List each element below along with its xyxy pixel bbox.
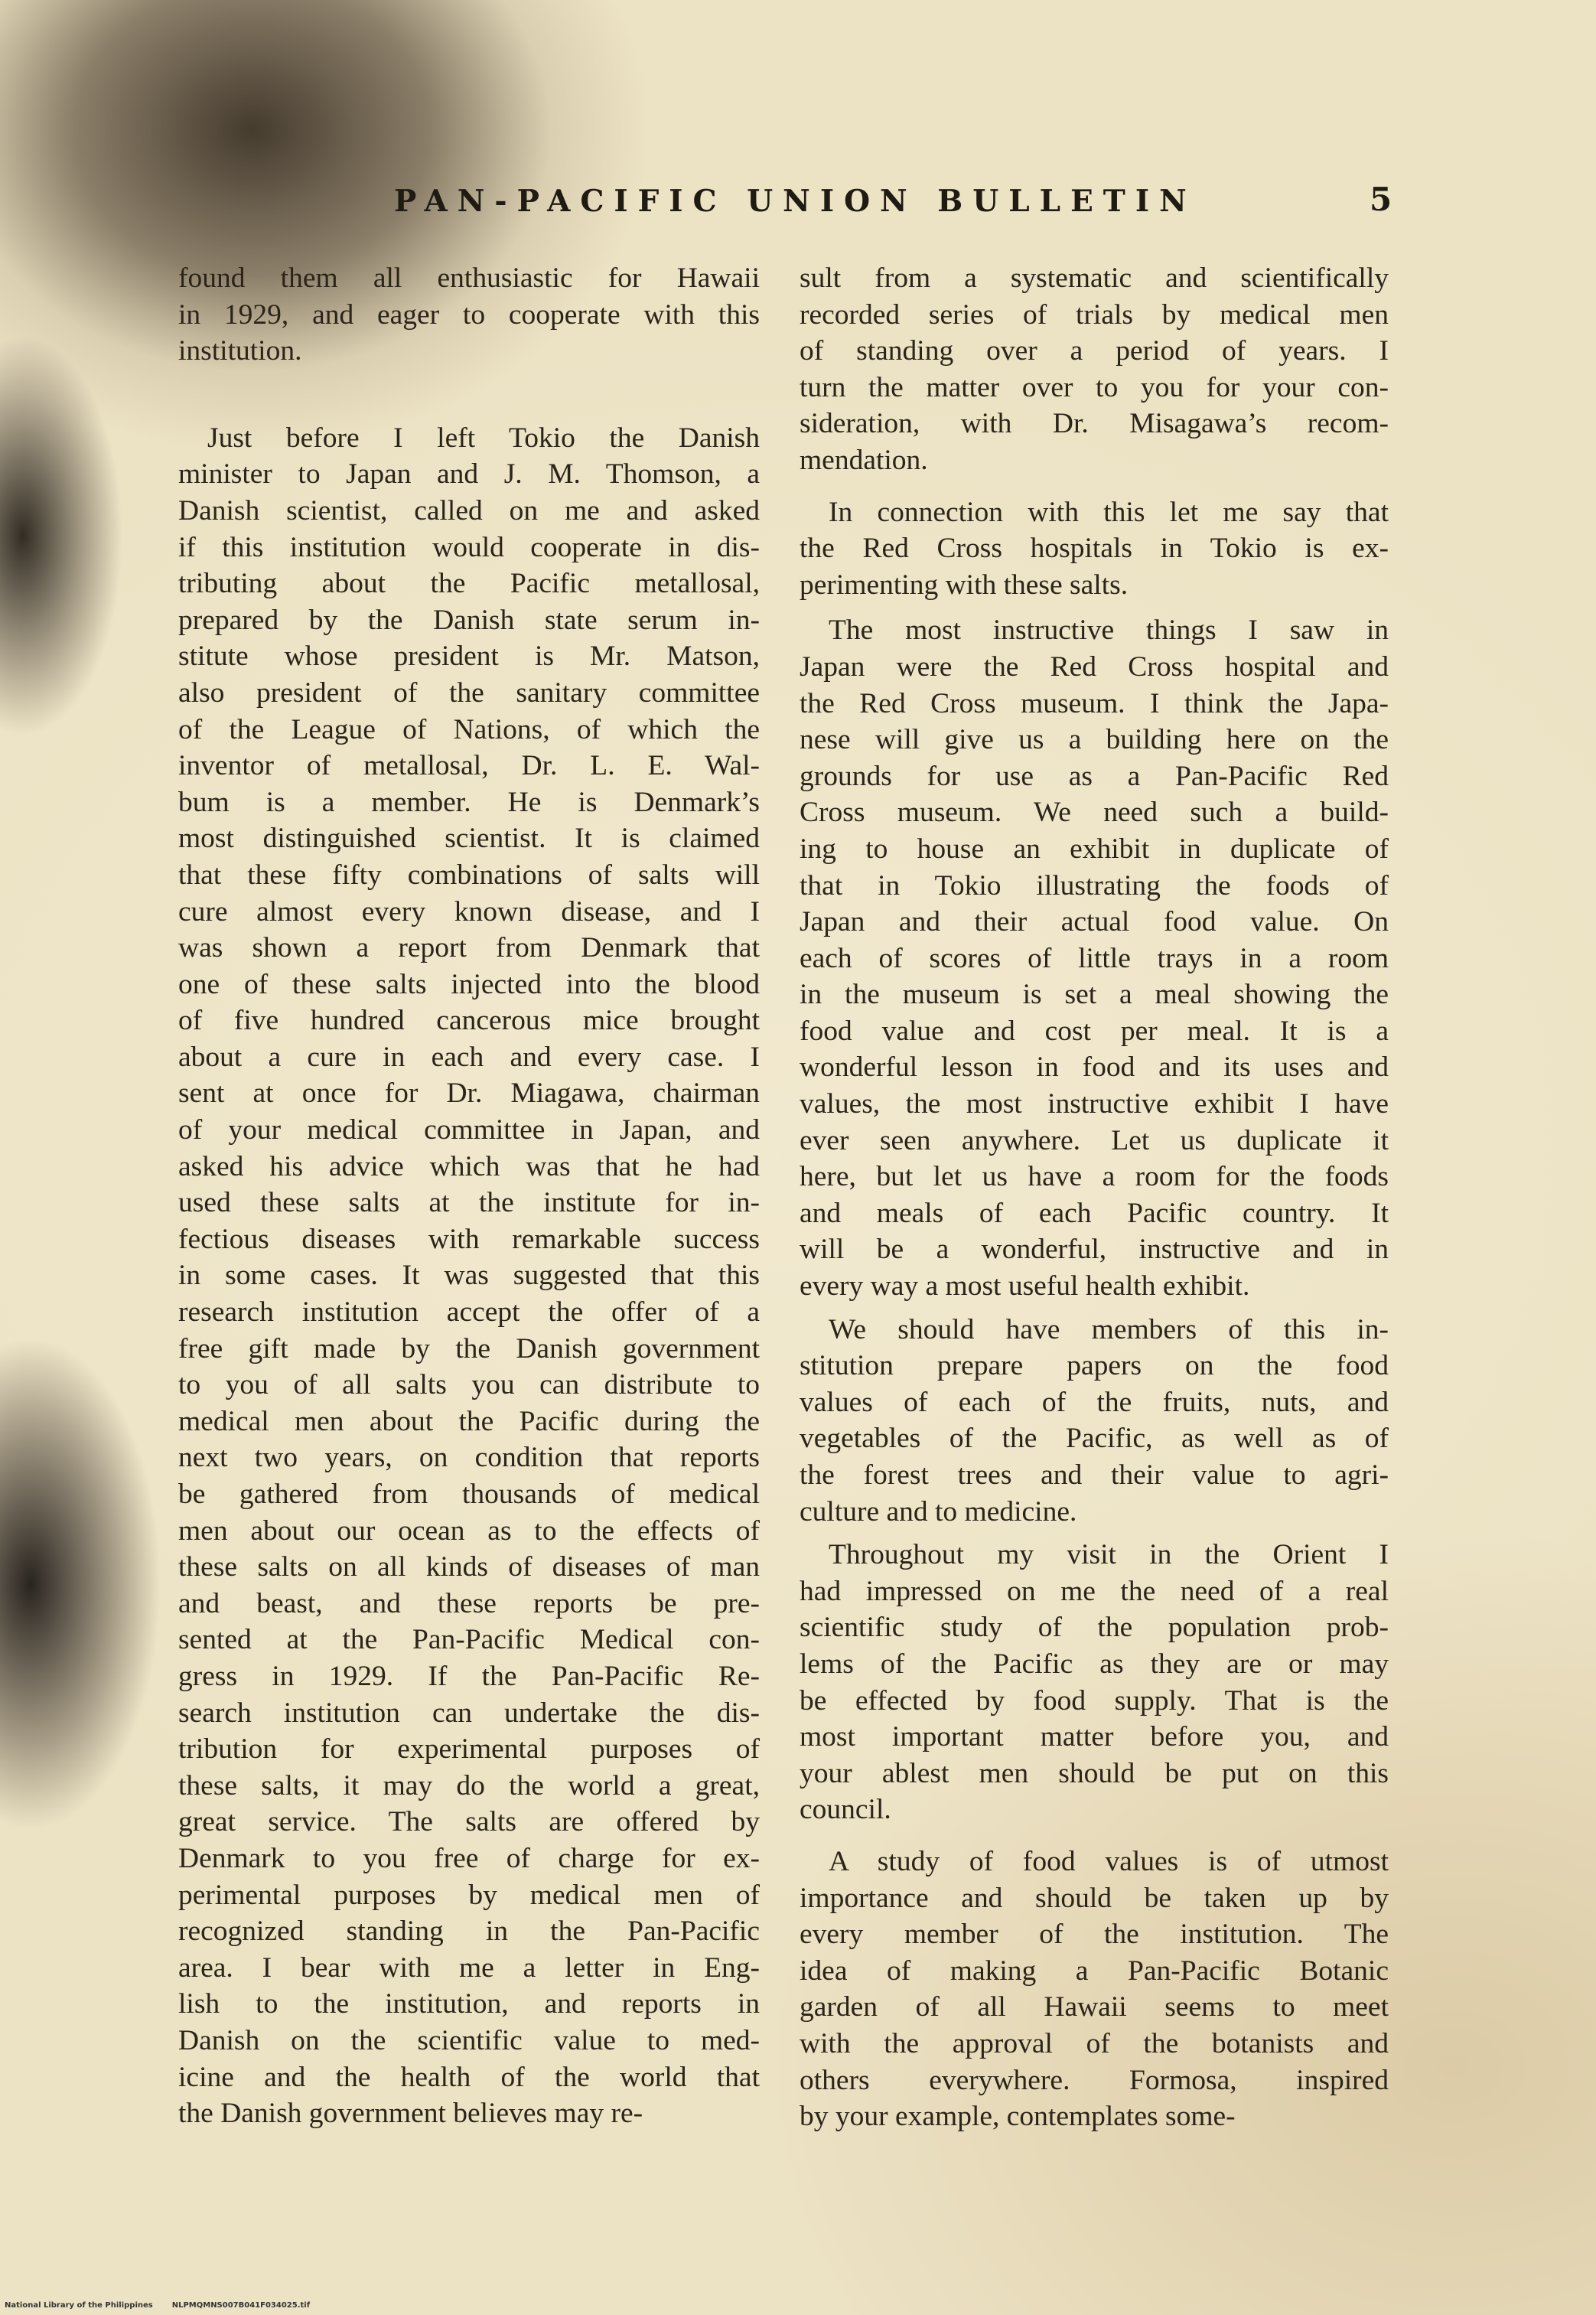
text-line: also president of the sanitary committee bbox=[178, 677, 760, 709]
paragraph-gap bbox=[800, 1828, 1389, 1844]
text-line: of your medical committee in Japan, and bbox=[178, 1114, 760, 1146]
text-line: We should have members of this in- bbox=[829, 1313, 1389, 1345]
text-line: ing to house an exhibit in duplicate of bbox=[800, 833, 1389, 865]
text-line: of five hundred cancerous mice brought bbox=[178, 1005, 760, 1037]
text-line: grounds for use as a Pan-Pacific Red bbox=[800, 760, 1389, 792]
text-line: will be a wonderful, instructive and in bbox=[800, 1234, 1389, 1266]
text-line: here, but let us have a room for the foods bbox=[800, 1161, 1389, 1193]
text-line: the Danish government believes may re- bbox=[178, 2098, 643, 2130]
text-line: perimental purposes by medical men of bbox=[178, 1879, 760, 1911]
text-line: recorded series of trials by medical men bbox=[800, 298, 1389, 331]
left-column bbox=[178, 260, 760, 2132]
paragraph-gap bbox=[800, 479, 1389, 494]
text-line: the Red Cross museum. I think the Japa- bbox=[800, 687, 1389, 719]
text-line: asked his advice which was that he had bbox=[178, 1150, 760, 1182]
text-line: Just before I left Tokio the Danish bbox=[207, 422, 760, 454]
text-line: to you of all salts you can distribute to bbox=[178, 1369, 760, 1401]
text-line: minister to Japan and J. M. Thomson, a bbox=[178, 458, 760, 491]
text-line: inventor of metallosal, Dr. L. E. Wal- bbox=[178, 750, 760, 782]
text-line: values, the most instructive exhibit I have bbox=[800, 1088, 1389, 1120]
text-line: wonderful lesson in food and its uses and bbox=[800, 1052, 1389, 1084]
text-line: in the museum is set a meal showing the bbox=[800, 979, 1389, 1011]
paragraph-gap bbox=[800, 603, 1389, 612]
file-id: NLPMQMNS007B041F034025.tif bbox=[171, 2301, 311, 2310]
text-line: every member of the institution. The bbox=[800, 1919, 1389, 1951]
text-line: one of these salts injected into the blood bbox=[178, 968, 760, 1000]
text-line: medical men about the Pacific during the bbox=[178, 1405, 760, 1437]
text-line: icine and the health of the world that bbox=[178, 2061, 760, 2093]
text-line: sented at the Pan-Pacific Medical con- bbox=[178, 1624, 760, 1656]
text-line: research institution accept the offer of a bbox=[178, 1296, 760, 1329]
text-line: and beast, and these reports be pre- bbox=[178, 1587, 760, 1619]
text-line: fectious diseases with remarkable success bbox=[178, 1223, 760, 1255]
text-line: Danish scientist, called on me and asked bbox=[178, 494, 760, 527]
text-line: found them all enthusiastic for Hawaii bbox=[178, 262, 760, 294]
text-line: if this institution would cooperate in dis- bbox=[178, 531, 760, 563]
text-line: most distinguished scientist. It is claimed bbox=[178, 823, 760, 855]
paragraph bbox=[800, 260, 1389, 479]
text-line: The most instructive things I saw in bbox=[829, 615, 1389, 647]
text-line: food value and cost per meal. It is a bbox=[800, 1015, 1389, 1047]
text-line: be gathered from thousands of medical bbox=[178, 1479, 760, 1510]
text-line: every way a most useful health exhibit. bbox=[800, 1270, 1250, 1303]
text-line: vegetables of the Pacific, as well as of bbox=[800, 1423, 1389, 1455]
text-line: bum is a member. He is Denmark’s bbox=[178, 786, 760, 818]
text-line: Throughout my visit in the Orient I bbox=[829, 1539, 1389, 1571]
paragraph-gap bbox=[178, 370, 760, 420]
text-line: culture and to medicine. bbox=[800, 1495, 1077, 1528]
text-line: In connection with this let me say that bbox=[829, 496, 1389, 528]
text-line: most important matter before you, and bbox=[800, 1721, 1389, 1753]
text-line: sent at once for Dr. Miagawa, chairman bbox=[178, 1078, 760, 1110]
text-line: had impressed on me the need of a real bbox=[800, 1575, 1389, 1607]
library-credit: National Library of the Philippines bbox=[5, 2301, 153, 2310]
running-header: PAN-PACIFIC UNION BULLETIN bbox=[394, 184, 1197, 219]
text-line: cure almost every known disease, and I bbox=[178, 895, 760, 928]
text-line: mendation. bbox=[800, 444, 928, 476]
text-line: A study of food values is of utmost bbox=[829, 1845, 1389, 1877]
text-line: perimenting with these salts. bbox=[800, 569, 1129, 601]
text-line: ever seen anywhere. Let us duplicate it bbox=[800, 1124, 1389, 1156]
text-line: Japan and their actual food value. On bbox=[800, 906, 1389, 938]
paragraph-gap bbox=[800, 1530, 1389, 1537]
text-line: lems of the Pacific as they are or may bbox=[800, 1648, 1389, 1680]
text-line: was shown a report from Denmark that bbox=[178, 932, 760, 964]
text-line: the forest trees and their value to agri- bbox=[800, 1459, 1389, 1491]
text-line: great service. The salts are offered by bbox=[178, 1806, 760, 1838]
text-line: garden of all Hawaii seems to meet bbox=[800, 1991, 1389, 2023]
text-line: by your example, contemplates some- bbox=[800, 2101, 1236, 2133]
text-line: next two years, on condition that reports bbox=[178, 1442, 760, 1474]
text-line: stitute whose president is Mr. Matson, bbox=[178, 641, 760, 673]
text-line: council. bbox=[800, 1794, 891, 1826]
text-line: with the approval of the botanists and bbox=[800, 2027, 1389, 2059]
text-line: these salts on all kinds of diseases of man bbox=[178, 1551, 760, 1583]
text-line: sideration, with Dr. Misagawa’s recom- bbox=[800, 408, 1389, 440]
text-line: Japan were the Red Cross hospital and bbox=[800, 650, 1389, 683]
text-line: sult from a systematic and scientifically bbox=[800, 262, 1389, 294]
text-line: gress in 1929. If the Pan-Pacific Re- bbox=[178, 1660, 760, 1692]
text-line: importance and should be taken up by bbox=[800, 1882, 1389, 1914]
text-line: recognized standing in the Pan-Pacific bbox=[178, 1916, 760, 1948]
page-number: 5 bbox=[1370, 181, 1392, 218]
text-line: these salts, it may do the world a great, bbox=[178, 1769, 760, 1801]
paragraph-gap bbox=[800, 1305, 1389, 1312]
text-line: values of each of the fruits, nuts, and bbox=[800, 1386, 1389, 1418]
right-column bbox=[800, 260, 1389, 2135]
text-line: free gift made by the Danish government bbox=[178, 1332, 760, 1365]
text-line: institution. bbox=[178, 335, 302, 367]
paragraph bbox=[800, 1844, 1389, 2135]
text-line: that in Tokio illustrating the foods of bbox=[800, 869, 1389, 902]
text-line: each of scores of little trays in a room bbox=[800, 942, 1389, 974]
text-line: tribution for experimental purposes of bbox=[178, 1733, 760, 1766]
paragraph bbox=[800, 612, 1389, 1304]
paragraph bbox=[800, 494, 1389, 604]
text-line: about a cure in each and every case. I bbox=[178, 1041, 760, 1073]
paragraph bbox=[800, 1312, 1389, 1531]
text-line: stitution prepare papers on the food bbox=[800, 1350, 1389, 1382]
text-line: scientific study of the population prob- bbox=[800, 1612, 1389, 1644]
text-line: the Red Cross hospitals in Tokio is ex- bbox=[800, 533, 1389, 565]
text-line: and meals of each Pacific country. It bbox=[800, 1197, 1389, 1229]
text-line: Danish on the scientific value to med- bbox=[178, 2024, 760, 2056]
scan-footer bbox=[5, 2301, 310, 2310]
text-line: nese will give us a building here on the bbox=[800, 724, 1389, 756]
text-line: turn the matter over to you for your con- bbox=[800, 371, 1389, 403]
text-line: prepared by the Danish state serum in- bbox=[178, 604, 760, 636]
paragraph bbox=[178, 260, 760, 370]
paragraph bbox=[178, 420, 760, 2132]
text-line: of the League of Nations, of which the bbox=[178, 713, 760, 745]
text-line: in some cases. It was suggested that this bbox=[178, 1260, 760, 1292]
text-line: in 1929, and eager to cooperate with this bbox=[178, 298, 760, 331]
text-line: that these fifty combinations of salts will bbox=[178, 859, 760, 891]
text-line: be effected by food supply. That is the bbox=[800, 1684, 1389, 1717]
text-line: of standing over a period of years. I bbox=[800, 335, 1389, 367]
text-line: lish to the institution, and reports in bbox=[178, 1988, 760, 2020]
text-line: men about our ocean as to the effects of bbox=[178, 1515, 760, 1547]
text-line: others everywhere. Formosa, inspired bbox=[800, 2064, 1389, 2096]
text-line: area. I bear with me a letter in Eng- bbox=[178, 1951, 760, 1984]
text-line: Denmark to you free of charge for ex- bbox=[178, 1842, 760, 1874]
text-line: idea of making a Pan-Pacific Botanic bbox=[800, 1955, 1389, 1987]
text-line: your ablest men should be put on this bbox=[800, 1757, 1389, 1789]
text-line: used these salts at the institute for in- bbox=[178, 1187, 760, 1219]
text-line: search institution can undertake the dis- bbox=[178, 1697, 760, 1729]
text-line: tributing about the Pacific metallosal, bbox=[178, 568, 760, 600]
paragraph bbox=[800, 1537, 1389, 1828]
text-line: Cross museum. We need such a build- bbox=[800, 797, 1389, 829]
